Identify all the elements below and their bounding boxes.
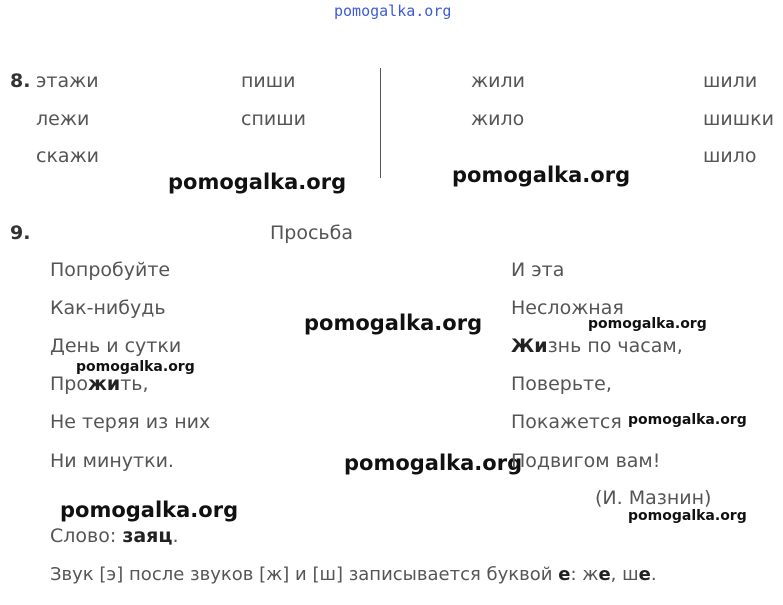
poem-title: Просьба	[270, 222, 353, 244]
highlighted-syllable: Жи	[511, 335, 548, 357]
poem-line: И эта	[511, 259, 565, 281]
exercise-8-number: 8.	[10, 70, 31, 92]
exercise-9-number: 9.	[10, 222, 31, 244]
watermark: pomogalka.org	[60, 498, 239, 522]
watermark: pomogalka.org	[76, 359, 195, 375]
word-item: пиши	[241, 70, 296, 92]
spelling-rule: Звук [э] после звуков [ж] и [ш] записывается буквой е: же, ше.	[50, 564, 657, 585]
watermark: pomogalka.org	[452, 163, 631, 187]
watermark: pomogalka.org	[588, 316, 707, 332]
poem-line: Поверьте,	[511, 373, 612, 395]
watermark: pomogalka.org	[628, 412, 747, 428]
poem-line: Подвигом вам!	[511, 450, 661, 472]
poem-line: Несложная	[511, 297, 624, 319]
word-item: лежи	[36, 108, 90, 130]
word-item: спиши	[241, 108, 306, 130]
poem-line: Прожить,	[50, 373, 149, 395]
watermark: pomogalka.org	[304, 311, 483, 335]
poem-line: Ни минутки.	[50, 450, 174, 472]
watermark: pomogalka.org	[344, 451, 523, 475]
poem-line: День и сутки	[50, 335, 182, 357]
poem-line: Не теряя из них	[50, 411, 211, 433]
poem-line: Покажется	[511, 411, 622, 433]
poem-line: Как-нибудь	[50, 297, 166, 319]
site-link[interactable]: pomogalka.org	[334, 2, 452, 20]
word-item: скажи	[36, 145, 100, 167]
word-item: шило	[703, 145, 757, 167]
word-item: шишки	[703, 108, 774, 130]
word-item: этажи	[36, 70, 99, 92]
poem-line: Попробуйте	[50, 259, 171, 281]
answer-word-line: Слово: заяц.	[50, 525, 179, 547]
highlighted-syllable: жи	[87, 373, 121, 395]
watermark: pomogalka.org	[168, 170, 347, 194]
word-item: жило	[471, 108, 525, 130]
poem-line: Жизнь по часам,	[511, 335, 683, 357]
word-item: шили	[703, 70, 758, 92]
poem-author: (И. Мазнин)	[595, 487, 712, 509]
answer-word: заяц	[122, 525, 173, 547]
watermark: pomogalka.org	[628, 508, 747, 524]
word-item: жили	[471, 70, 525, 92]
column-divider	[380, 68, 381, 178]
